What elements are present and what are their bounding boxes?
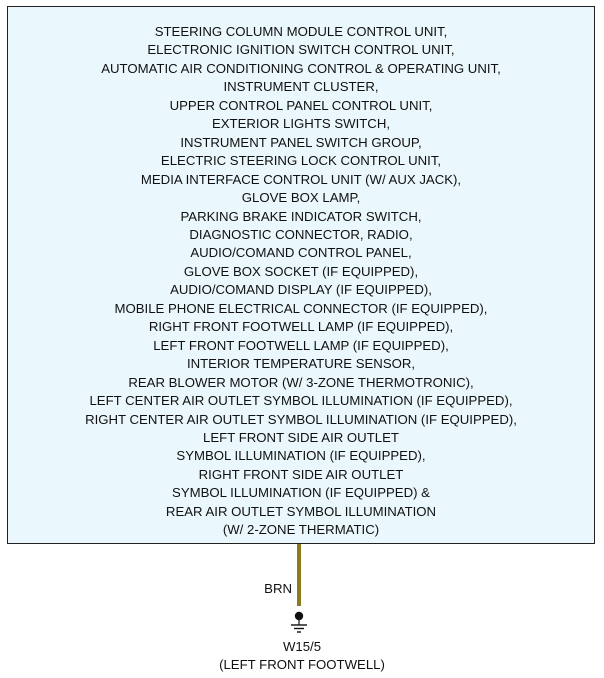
component-line: SYMBOL ILLUMINATION (IF EQUIPPED),	[176, 448, 426, 464]
component-line: REAR BLOWER MOTOR (W/ 3-ZONE THERMOTRONIC),	[128, 374, 474, 390]
component-line: INSTRUMENT PANEL SWITCH GROUP,	[180, 134, 422, 150]
component-line: MEDIA INTERFACE CONTROL UNIT (W/ AUX JACK),	[140, 171, 462, 187]
wire-brn	[297, 544, 301, 606]
component-line: REAR AIR OUTLET SYMBOL ILLUMINATION	[165, 503, 437, 519]
component-line: LEFT CENTER AIR OUTLET SYMBOL ILLUMINATION (IF EQUIPPED),	[89, 393, 513, 409]
component-line: LEFT FRONT FOOTWELL LAMP (IF EQUIPPED),	[153, 337, 449, 353]
component-box	[7, 6, 595, 544]
wire-color-label: BRN	[264, 581, 292, 596]
component-line: PARKING BRAKE INDICATOR SWITCH,	[180, 208, 422, 224]
component-line: ELECTRIC STEERING LOCK CONTROL UNIT,	[160, 153, 442, 169]
component-line: SYMBOL ILLUMINATION (IF EQUIPPED) &	[172, 485, 430, 501]
component-line: GLOVE BOX SOCKET (IF EQUIPPED),	[183, 263, 419, 279]
component-line: RIGHT CENTER AIR OUTLET SYMBOL ILLUMINATION (IF EQUIPPED),	[85, 411, 517, 427]
component-line: INSTRUMENT CLUSTER,	[223, 79, 379, 95]
component-line: AUDIO/COMAND CONTROL PANEL,	[190, 245, 412, 261]
component-line: (W/ 2-ZONE THERMATIC)	[222, 522, 380, 538]
component-line: RIGHT FRONT FOOTWELL LAMP (IF EQUIPPED),	[148, 319, 454, 335]
ground-location: (LEFT FRONT FOOTWELL)	[219, 657, 385, 672]
ground-id: W15/5	[282, 639, 322, 654]
ground-icon	[286, 604, 312, 636]
component-line: ELECTRONIC IGNITION SWITCH CONTROL UNIT,	[147, 42, 455, 58]
component-line: AUDIO/COMAND DISPLAY (IF EQUIPPED),	[170, 282, 432, 298]
component-list	[8, 23, 594, 540]
component-line: GLOVE BOX LAMP,	[241, 190, 361, 206]
component-line: EXTERIOR LIGHTS SWITCH,	[211, 116, 391, 132]
component-line: UPPER CONTROL PANEL CONTROL UNIT,	[169, 97, 433, 113]
component-line: DIAGNOSTIC CONNECTOR, RADIO,	[189, 226, 413, 242]
component-line: RIGHT FRONT SIDE AIR OUTLET	[198, 466, 404, 482]
component-line: AUTOMATIC AIR CONDITIONING CONTROL & OPERATING UNIT,	[101, 60, 501, 76]
component-line: INTERIOR TEMPERATURE SENSOR,	[186, 356, 416, 372]
component-line: STEERING COLUMN MODULE CONTROL UNIT,	[154, 24, 448, 39]
component-line: LEFT FRONT SIDE AIR OUTLET	[203, 429, 399, 445]
component-line: MOBILE PHONE ELECTRICAL CONNECTOR (IF EQUIPPED),	[114, 300, 488, 316]
